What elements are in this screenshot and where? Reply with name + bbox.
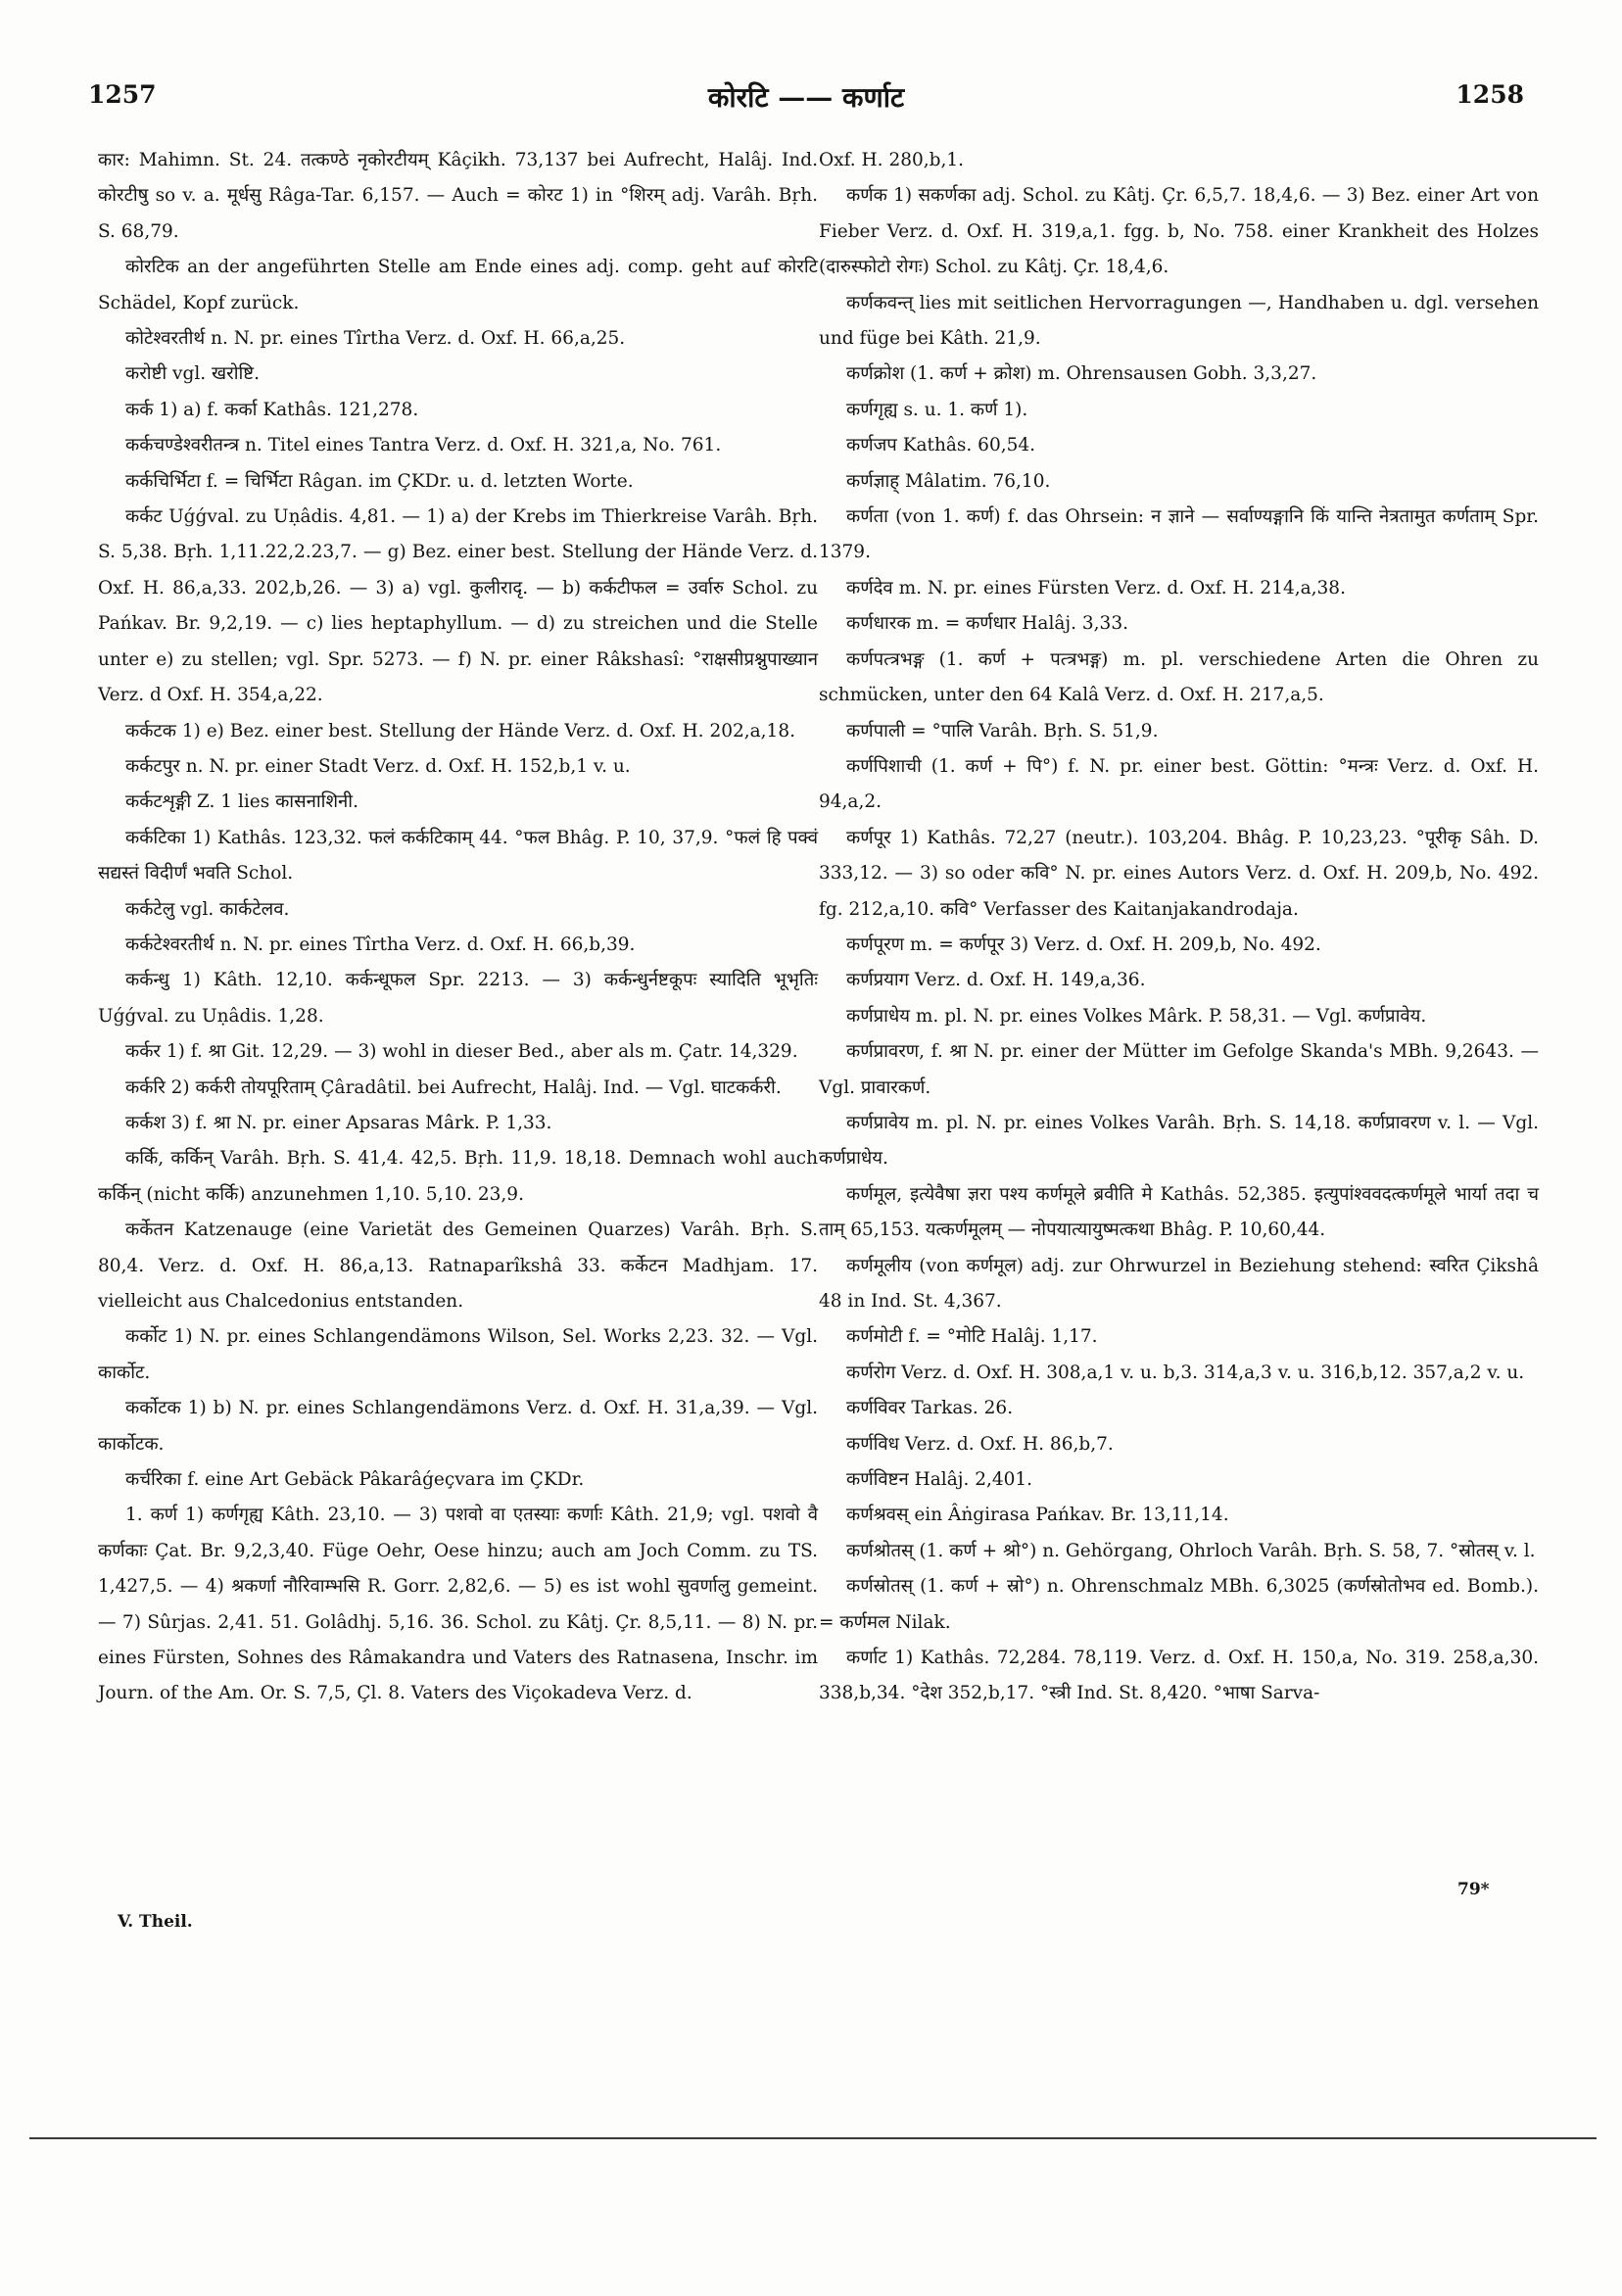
dictionary-entry: कर्कन्धु 1) Kâth. 12,10. कर्कन्धूफल Spr. 2213. — 3) कर्कन्धुर्नष्टकूपः स्यादिति भूभृतिः Uǵǵval. zu Uṇâdis. 1,28.	[98, 970, 818, 1027]
dictionary-entry: कर्णप्रावेय m. pl. N. pr. eines Volkes Varâh. Bṛh. S. 14,18. कर्णप्रावरण v. l. — Vgl. कर्णप्राधेय.	[819, 1112, 1539, 1170]
dictionary-entry: कर्कर 1) f. श्रा Git. 12,29. — 3) wohl in dieser Bed., aber als m. Çatr. 14,329.	[125, 1041, 798, 1063]
dictionary-entry: कर्कटेश्वरतीर्थ n. N. pr. eines Tîrtha Verz. d. Oxf. H. 66,b,39.	[125, 933, 636, 955]
left-column	[98, 143, 818, 1712]
dictionary-entry: कर्णश्रवस् ein Âṅgirasa Pańkav. Br. 13,11,14.	[846, 1505, 1229, 1526]
dictionary-entry: कर्करि 2) कर्करी तोयपूरिताम् Çâradâtil. bei Aufrecht, Halâj. Ind. — Vgl. घाटकर्करी.	[125, 1076, 782, 1098]
dictionary-entry: कर्क 1) a) f. कर्का Kathâs. 121,278.	[125, 399, 419, 420]
volume-signature: V. Theil.	[118, 1912, 193, 1932]
dictionary-entry: कर्णविध Verz. d. Oxf. H. 86,b,7.	[846, 1433, 1114, 1455]
dictionary-entry: कर्णविष्टन Halâj. 2,401.	[846, 1469, 1033, 1491]
dictionary-entry: कर्णप्रयाग Verz. d. Oxf. H. 149,a,36.	[846, 970, 1146, 991]
dictionary-entry: करोष्टी vgl. खरोष्टि.	[125, 363, 260, 385]
dictionary-entry: कर्कि, कर्किन् Varâh. Bṛh. S. 41,4. 42,5. Bṛh. 11,9. 18,18. Demnach wohl auch कर्किन् (nicht कर्कि) anzunehmen 1,10. 5,10. 23,9.	[98, 1148, 818, 1205]
dictionary-entry: कर्णता (von 1. कर्ण) f. das Ohrsein: न ज्ञाने — सर्वाण्यङ्गानि किं यान्ति नेत्रतामुत कर्णताम् Spr. 1379.	[819, 506, 1539, 563]
running-head: कोरटि —— कर्णाट	[707, 81, 905, 114]
page-header	[88, 80, 1524, 120]
dictionary-entry: कर्कचण्डेश्वरीतन्त्र n. Titel eines Tantra Verz. d. Oxf. H. 321,a, No. 761.	[125, 435, 722, 456]
dictionary-entry: कर्कटिका 1) Kathâs. 123,32. फलं कर्कटिकाम् 44. °फल Bhâg. P. 10, 37,9. °फलं हि पक्वं सद्यस्तं विदीर्णं भवति Schol.	[98, 827, 818, 885]
sheet-signature: 79*	[1457, 1880, 1490, 1899]
dictionary-entry: कर्कटशृङ्गी Z. 1 lies कासनाशिनी.	[125, 791, 358, 813]
dictionary-entry: कर्णाट 1) Kathâs. 72,284. 78,119. Verz. d. Oxf. H. 150,a, No. 319. 258,a,30. 338,b,34. °देश 352,b,17. °स्त्री Ind. St. 8,420. °भाषा Sarva-	[819, 1648, 1539, 1704]
dictionary-entry: कर्णपूर 1) Kathâs. 72,27 (neutr.). 103,204. Bhâg. P. 10,23,23. °पूरीकृ Sâh. D. 333,12. — 3) so oder कवि° N. pr. eines Autors Verz. d. Oxf. H. 209,b, No. 492. fg. 212,a,10. कवि° Verfasser des Kaitanjakandrodaja.	[819, 827, 1539, 920]
page-number-right: 1258	[1455, 80, 1524, 109]
dictionary-entry: कर्णपूरण m. = कर्णपूर 3) Verz. d. Oxf. H. 209,b, No. 492.	[846, 933, 1321, 955]
dictionary-entry: कर्णमूल, इत्येवैषा ज्ञरा पश्य कर्णमूले ब्रवीति मे Kathâs. 52,385. इत्युपांश्ववदत्कर्णमूले भार्या तदा च ताम् 65,153. यत्कर्णमूलम् — नोपयात्यायुष्मत्कथा Bhâg. P. 10,60,44.	[819, 1183, 1539, 1241]
right-column	[819, 143, 1539, 1712]
dictionary-entry: कर्कट Uǵǵval. zu Uṇâdis. 4,81. — 1) a) der Krebs im Thierkreise Varâh. Bṛh. S. 5,38. Bṛh. 1,11.22,2.23,7. — g) Bez. einer best. Stellung der Hände Verz. d. Oxf. H. 86,a,33. 202,b,26. — 3) a) vgl. कुलीरादृ. — b) कर्कटीफल = उर्वारु Schol. zu Pańkav. Br. 9,2,19. — c) lies heptaphyllum. — d) zu streichen und die Stelle unter e) zu stellen; vgl. Spr. 5273. — f) N. pr. einer Râkshasî: °राक्षसीप्रश्नुपाख्यान Verz. d Oxf. H. 354,a,22.	[98, 506, 818, 706]
dictionary-entry: कर्णविवर Tarkas. 26.	[846, 1398, 1014, 1419]
dictionary-entry: कर्णप्राधेय m. pl. N. pr. eines Volkes Mârk. P. 58,31. — Vgl. कर्णप्रावेय.	[846, 1005, 1427, 1027]
dictionary-entry: कर्णश्रोतस् (1. कर्ण + श्रो°) n. Gehörgang, Ohrloch Varâh. Bṛh. S. 58, 7. °स्रोतस् v. l.	[846, 1540, 1536, 1561]
dictionary-entry: कोरटिक an der angeführten Stelle am Ende eines adj. comp. geht auf कोरटि Schädel, Kopf zurück.	[98, 257, 818, 313]
dictionary-entry: कर्कटेलु vgl. कार्कटेलव.	[125, 898, 290, 920]
dictionary-entry: कर्णज्ञाह् Mâlatim. 76,10.	[846, 470, 1051, 492]
dictionary-entry: कर्णक 1) सकर्णका adj. Schol. zu Kâtj. Çr. 6,5,7. 18,4,6. — 3) Bez. einer Art von Fieber Verz. d. Oxf. H. 319,a,1. fgg. b, No. 758. einer Krankheit des Holzes (दारुस्फोटो रोगः) Schol. zu Kâtj. Çr. 18,4,6.	[819, 185, 1539, 278]
dictionary-entry: कर्कचिर्भिटा f. = चिर्भिटा Râgan. im ÇKDr. u. d. letzten Worte.	[125, 470, 634, 492]
dictionary-entry: कर्कटपुर n. N. pr. einer Stadt Verz. d. Oxf. H. 152,b,1 v. u.	[125, 755, 631, 777]
dictionary-entry: कर्णस्रोतस् (1. कर्ण + स्रो°) n. Ohrenschmalz MBh. 6,3025 (कर्णस्रोतोभव ed. Bomb.). = कर्णमल Nilak.	[819, 1576, 1539, 1633]
dictionary-entry: कर्कटक 1) e) Bez. einer best. Stellung der Hände Verz. d. Oxf. H. 202,a,18.	[125, 720, 795, 741]
dictionary-entry: कर्णजप Kathâs. 60,54.	[846, 435, 1036, 456]
dictionary-entry: कर्णमूलीय (von कर्णमूल) adj. zur Ohrwurzel in Beziehung stehend: स्वरित Çikshâ 48 in Ind. St. 4,367.	[819, 1255, 1539, 1312]
dictionary-entry: कर्कश 3) f. श्रा N. pr. einer Apsaras Mârk. P. 1,33.	[125, 1112, 552, 1133]
dictionary-entry: कर्णक्रोश (1. कर्ण + क्रोश) m. Ohrensausen Gobh. 3,3,27.	[846, 363, 1317, 385]
dictionary-entry: कर्णपाली = °पालि Varâh. Bṛh. S. 51,9.	[846, 720, 1159, 741]
dictionary-entry: कर्णपत्त्रभङ्ग (1. कर्ण + पत्त्रभङ्ग) m. pl. verschiedene Arten die Ohren zu schmücken, unter den 64 Kalâ Verz. d. Oxf. H. 217,a,5.	[819, 648, 1539, 706]
dictionary-entry: Oxf. H. 280,b,1.	[819, 150, 965, 170]
dictionary-entry: कर्णकवन्त् lies mit seitlichen Hervorragungen —, Handhaben u. dgl. versehen und füge bei Kâth. 21,9.	[819, 292, 1539, 350]
dictionary-entry: 1. कर्ण 1) कर्णगृह्य Kâth. 23,10. — 3) पशवो वा एतस्याः कर्णाः Kâth. 21,9; vgl. पशवो वै कर्णकाः Çat. Br. 9,2,3,40. Füge Oehr, Oese hinzu; auch am Joch Comm. zu TS. 1,427,5. — 4) श्रकर्णा नौरिवाम्भसि R. Gorr. 2,82,6. — 5) es ist wohl सुवर्णालु gemeint. — 7) Sûrjas. 2,41. 51. Golâdhj. 5,16. 36. Schol. zu Kâtj. Çr. 8,5,11. — 8) N. pr. eines Fürsten, Sohnes des Râmakandra und Vaters des Ratnasena, Inschr. im Journ. of the Am. Or. S. 7,5, Çl. 8. Vaters des Viçokadeva Verz. d.	[98, 1505, 818, 1704]
dictionary-entry: कर्णमोटी f. = °मोटि Halâj. 1,17.	[846, 1326, 1098, 1348]
dictionary-entry: कार: Mahimn. St. 24. तत्कण्ठे नृकोरटीयम् Kâçikh. 73,137 bei Aufrecht, Halâj. Ind. कोरटीषु so v. a. मूर्धसु Râga-Tar. 6,157. — Auch = कोरट 1) in °शिरम् adj. Varâh. Bṛh. S. 68,79.	[98, 150, 818, 242]
dictionary-entry: कर्णरोग Verz. d. Oxf. H. 308,a,1 v. u. b,3. 314,a,3 v. u. 316,b,12. 357,a,2 v. u.	[846, 1362, 1525, 1383]
page-number-left: 1257	[88, 80, 157, 109]
dictionary-entry: कर्णदेव m. N. pr. eines Fürsten Verz. d. Oxf. H. 214,a,38.	[846, 577, 1346, 598]
dictionary-entry: कर्णप्रावरण, f. श्रा N. pr. einer der Mütter im Gefolge Skanda's MBh. 9,2643. — Vgl. प्रावारकर्ण.	[819, 1041, 1539, 1098]
dictionary-entry: कर्कोटक 1) b) N. pr. eines Schlangendämons Verz. d. Oxf. H. 31,a,39. — Vgl. कार्कोटक.	[98, 1398, 818, 1455]
dictionary-entry: कर्णधारक m. = कर्णधार Halâj. 3,33.	[846, 613, 1128, 635]
dictionary-entry: कर्केतन Katzenauge (eine Varietät des Gemeinen Quarzes) Varâh. Bṛh. S. 80,4. Verz. d. Oxf. H. 86,a,13. Ratnaparîkshâ 33. कर्केटन Madhjam. 17. vielleicht aus Chalcedonius entstanden.	[98, 1220, 818, 1312]
dictionary-entry: कर्णपिशाची (1. कर्ण + पि°) f. N. pr. einer best. Göttin: °मन्त्रः Verz. d. Oxf. H. 94,a,2.	[819, 755, 1539, 813]
dictionary-entry: कर्णगृह्य s. u. 1. कर्ण 1).	[846, 399, 1028, 420]
dictionary-entry: कोटेश्वरतीर्थ n. N. pr. eines Tîrtha Verz. d. Oxf. H. 66,a,25.	[125, 328, 626, 350]
dictionary-entry: कर्कोट 1) N. pr. eines Schlangendämons Wilson, Sel. Works 2,23. 32. — Vgl. कार्कोट.	[98, 1326, 818, 1383]
bottom-rule	[29, 2137, 1597, 2139]
dictionary-entry: कर्चरिका f. eine Art Gebäck Pâkarâǵeçvara im ÇKDr.	[125, 1469, 585, 1491]
